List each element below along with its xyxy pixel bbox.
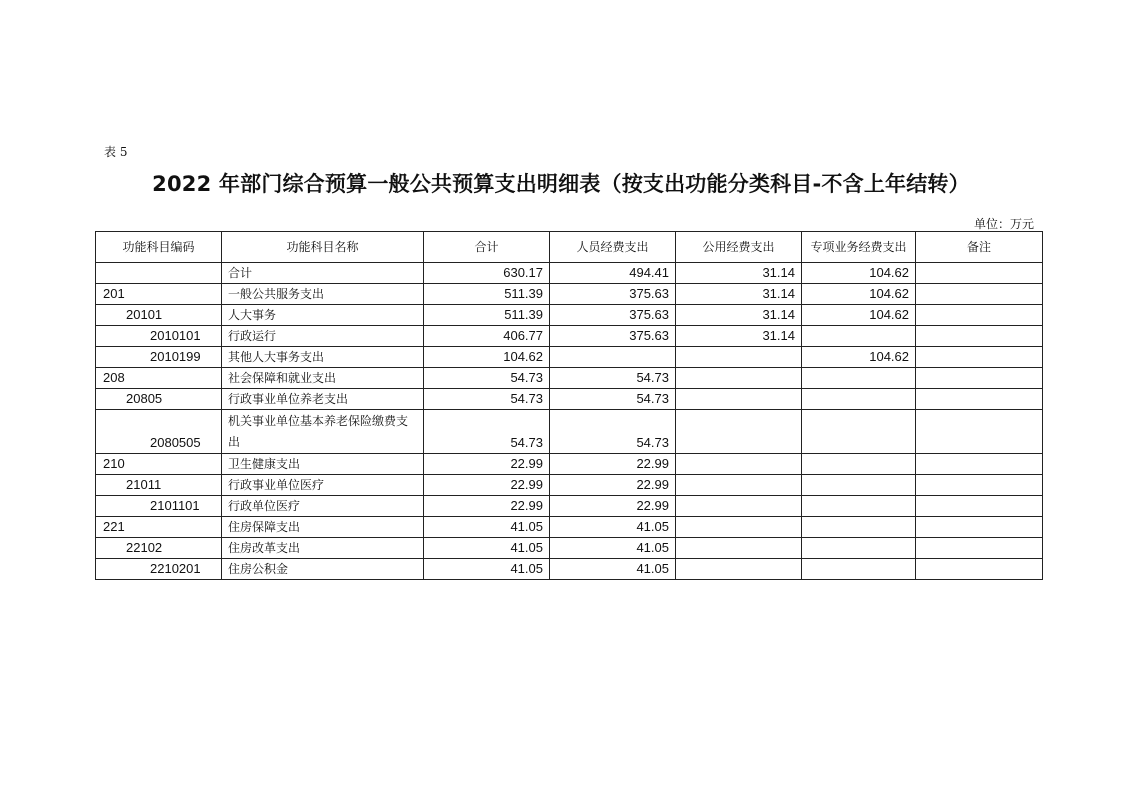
cell-special: 104.62	[802, 305, 916, 326]
cell-remark	[916, 496, 1043, 517]
table-row	[96, 475, 1043, 496]
cell-remark	[916, 326, 1043, 347]
cell-personnel: 22.99	[550, 454, 676, 475]
table-row	[96, 305, 1043, 326]
cell-public	[676, 347, 802, 368]
cell-name: 人大事务	[222, 305, 424, 326]
cell-name: 一般公共服务支出	[222, 284, 424, 305]
cell-name: 合计	[222, 263, 424, 284]
cell-code: 2010199	[96, 347, 222, 368]
cell-remark	[916, 263, 1043, 284]
cell-public	[676, 475, 802, 496]
cell-name: 住房改革支出	[222, 538, 424, 559]
cell-total: 41.05	[424, 559, 550, 580]
cell-personnel: 375.63	[550, 284, 676, 305]
cell-remark	[916, 368, 1043, 389]
cell-code: 210	[96, 454, 222, 475]
cell-personnel: 494.41	[550, 263, 676, 284]
cell-total: 22.99	[424, 454, 550, 475]
cell-total: 54.73	[424, 368, 550, 389]
cell-total: 54.73	[424, 410, 550, 454]
cell-name: 行政事业单位养老支出	[222, 389, 424, 410]
header-personnel: 人员经费支出	[550, 232, 676, 263]
cell-total: 511.39	[424, 284, 550, 305]
cell-remark	[916, 538, 1043, 559]
cell-code: 221	[96, 517, 222, 538]
cell-special	[802, 517, 916, 538]
cell-public: 31.14	[676, 263, 802, 284]
cell-public: 31.14	[676, 284, 802, 305]
table-header-row	[96, 232, 1043, 263]
cell-total: 406.77	[424, 326, 550, 347]
cell-code: 20101	[96, 305, 222, 326]
cell-public: 31.14	[676, 326, 802, 347]
cell-name: 行政事业单位医疗	[222, 475, 424, 496]
cell-public	[676, 389, 802, 410]
cell-name: 机关事业单位基本养老保险缴费支出	[222, 410, 424, 454]
cell-special	[802, 559, 916, 580]
cell-public	[676, 517, 802, 538]
cell-personnel: 54.73	[550, 389, 676, 410]
cell-total: 22.99	[424, 496, 550, 517]
cell-remark	[916, 454, 1043, 475]
cell-remark	[916, 559, 1043, 580]
cell-total: 22.99	[424, 475, 550, 496]
table-number-label: 表 5	[104, 145, 128, 159]
cell-total: 41.05	[424, 538, 550, 559]
cell-code: 21011	[96, 475, 222, 496]
cell-personnel: 375.63	[550, 305, 676, 326]
cell-code: 2101101	[96, 496, 222, 517]
cell-name: 其他人大事务支出	[222, 347, 424, 368]
cell-total: 511.39	[424, 305, 550, 326]
table-row	[96, 389, 1043, 410]
cell-total: 41.05	[424, 517, 550, 538]
cell-personnel: 41.05	[550, 538, 676, 559]
page-title: 2022 年部门综合预算一般公共预算支出明细表（按支出功能分类科目-不含上年结转）	[152, 172, 970, 196]
cell-personnel	[550, 347, 676, 368]
cell-public	[676, 368, 802, 389]
cell-remark	[916, 347, 1043, 368]
cell-personnel: 54.73	[550, 410, 676, 454]
cell-code: 2210201	[96, 559, 222, 580]
cell-code	[96, 263, 222, 284]
cell-special	[802, 454, 916, 475]
cell-code: 20805	[96, 389, 222, 410]
cell-total: 54.73	[424, 389, 550, 410]
cell-code: 208	[96, 368, 222, 389]
header-remark: 备注	[916, 232, 1043, 263]
table-row	[96, 368, 1043, 389]
cell-total: 630.17	[424, 263, 550, 284]
cell-special: 104.62	[802, 347, 916, 368]
cell-public: 31.14	[676, 305, 802, 326]
table-row	[96, 326, 1043, 347]
cell-special	[802, 475, 916, 496]
cell-special	[802, 389, 916, 410]
cell-name: 卫生健康支出	[222, 454, 424, 475]
cell-name: 住房保障支出	[222, 517, 424, 538]
cell-remark	[916, 284, 1043, 305]
cell-code: 2080505	[96, 410, 222, 454]
cell-public	[676, 410, 802, 454]
table-row	[96, 454, 1043, 475]
cell-code: 22102	[96, 538, 222, 559]
cell-public	[676, 538, 802, 559]
cell-remark	[916, 517, 1043, 538]
cell-name: 行政单位医疗	[222, 496, 424, 517]
cell-personnel: 41.05	[550, 517, 676, 538]
table-row	[96, 284, 1043, 305]
cell-name: 住房公积金	[222, 559, 424, 580]
budget-table	[95, 231, 1043, 580]
cell-code: 2010101	[96, 326, 222, 347]
cell-personnel: 54.73	[550, 368, 676, 389]
cell-personnel: 375.63	[550, 326, 676, 347]
cell-special	[802, 368, 916, 389]
table-row	[96, 410, 1043, 454]
cell-special	[802, 410, 916, 454]
table-row	[96, 559, 1043, 580]
cell-remark	[916, 389, 1043, 410]
cell-special: 104.62	[802, 263, 916, 284]
table-body	[96, 263, 1043, 580]
cell-name: 行政运行	[222, 326, 424, 347]
header-special: 专项业务经费支出	[802, 232, 916, 263]
cell-public	[676, 454, 802, 475]
table-row	[96, 263, 1043, 284]
table-row	[96, 496, 1043, 517]
header-code: 功能科目编码	[96, 232, 222, 263]
cell-total: 104.62	[424, 347, 550, 368]
cell-special	[802, 326, 916, 347]
cell-special	[802, 496, 916, 517]
unit-note: 单位：万元	[973, 217, 1034, 231]
table-row	[96, 538, 1043, 559]
table-row	[96, 347, 1043, 368]
cell-remark	[916, 305, 1043, 326]
cell-personnel: 22.99	[550, 475, 676, 496]
cell-remark	[916, 475, 1043, 496]
cell-special: 104.62	[802, 284, 916, 305]
table-row	[96, 517, 1043, 538]
cell-name: 社会保障和就业支出	[222, 368, 424, 389]
header-total: 合计	[424, 232, 550, 263]
header-name: 功能科目名称	[222, 232, 424, 263]
cell-public	[676, 496, 802, 517]
header-public: 公用经费支出	[676, 232, 802, 263]
cell-personnel: 22.99	[550, 496, 676, 517]
cell-public	[676, 559, 802, 580]
cell-code: 201	[96, 284, 222, 305]
cell-special	[802, 538, 916, 559]
cell-remark	[916, 410, 1043, 454]
cell-personnel: 41.05	[550, 559, 676, 580]
